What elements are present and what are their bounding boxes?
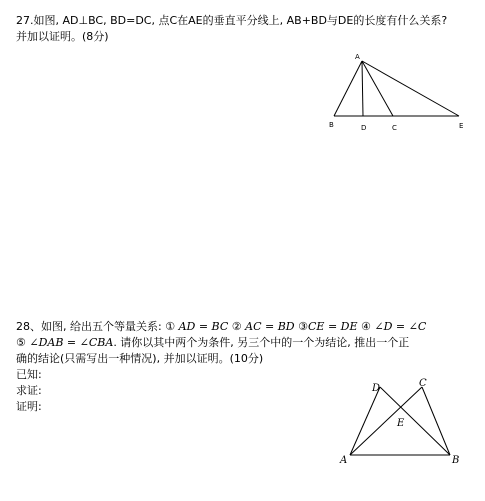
q27-line1: 27.如图, AD⊥BC, BD=DC, 点C在AE的垂直平分线上, AB+BD与DE的长度有什么关系? (16, 14, 448, 27)
q28-condition-2: AC = BD (245, 320, 295, 333)
q28-line2-rest: . 请你以其中两个为条件, 另三个中的一个为结论, 推出一个正 (113, 336, 410, 349)
q28-label-E: E (397, 418, 405, 429)
q28-prove-label: 求证: (16, 384, 42, 397)
q28-label-D: D (372, 383, 381, 394)
q28-segment-AC (350, 387, 422, 455)
q27-line2: 并加以证明。(8分) (16, 30, 109, 43)
q27-label-C: C (392, 124, 397, 132)
q28-condition-5: ∠DAB = ∠CBA (29, 336, 114, 349)
q27-label-D: D (361, 124, 367, 132)
q27-label-B: B (329, 121, 334, 129)
q28-condition-3: CE = DE (308, 320, 358, 333)
q28-prefix: 28、如图, 给出五个等量关系: (16, 320, 166, 333)
q28-condition-1: AD = BC (178, 320, 229, 333)
q28-given-label: 已知: (16, 368, 42, 381)
q28-condition-1-number: ① (165, 320, 176, 333)
q28-label-A: A (340, 455, 348, 466)
q28-condition-5-number: ⑤ (16, 336, 26, 349)
q27-label-A: A (355, 53, 360, 61)
q28-label-C: C (419, 378, 427, 389)
q28-label-B: B (452, 455, 460, 466)
q28-line3: 确的结论(只需写出一种情况), 并加以证明。(10分) (16, 352, 264, 365)
q28-condition-4-number: ④ (361, 320, 371, 333)
q28-segment-BD (380, 387, 450, 455)
q28-proof-label: 证明: (16, 400, 42, 413)
q28-segment-AD (350, 387, 380, 455)
q28-condition-3-number: ③ (298, 320, 308, 333)
q28-segment-BC (422, 387, 450, 455)
q28-condition-4: ∠D = ∠C (374, 320, 427, 333)
q27-label-E: E (459, 122, 464, 130)
q28-condition-2-number: ② (231, 320, 242, 333)
